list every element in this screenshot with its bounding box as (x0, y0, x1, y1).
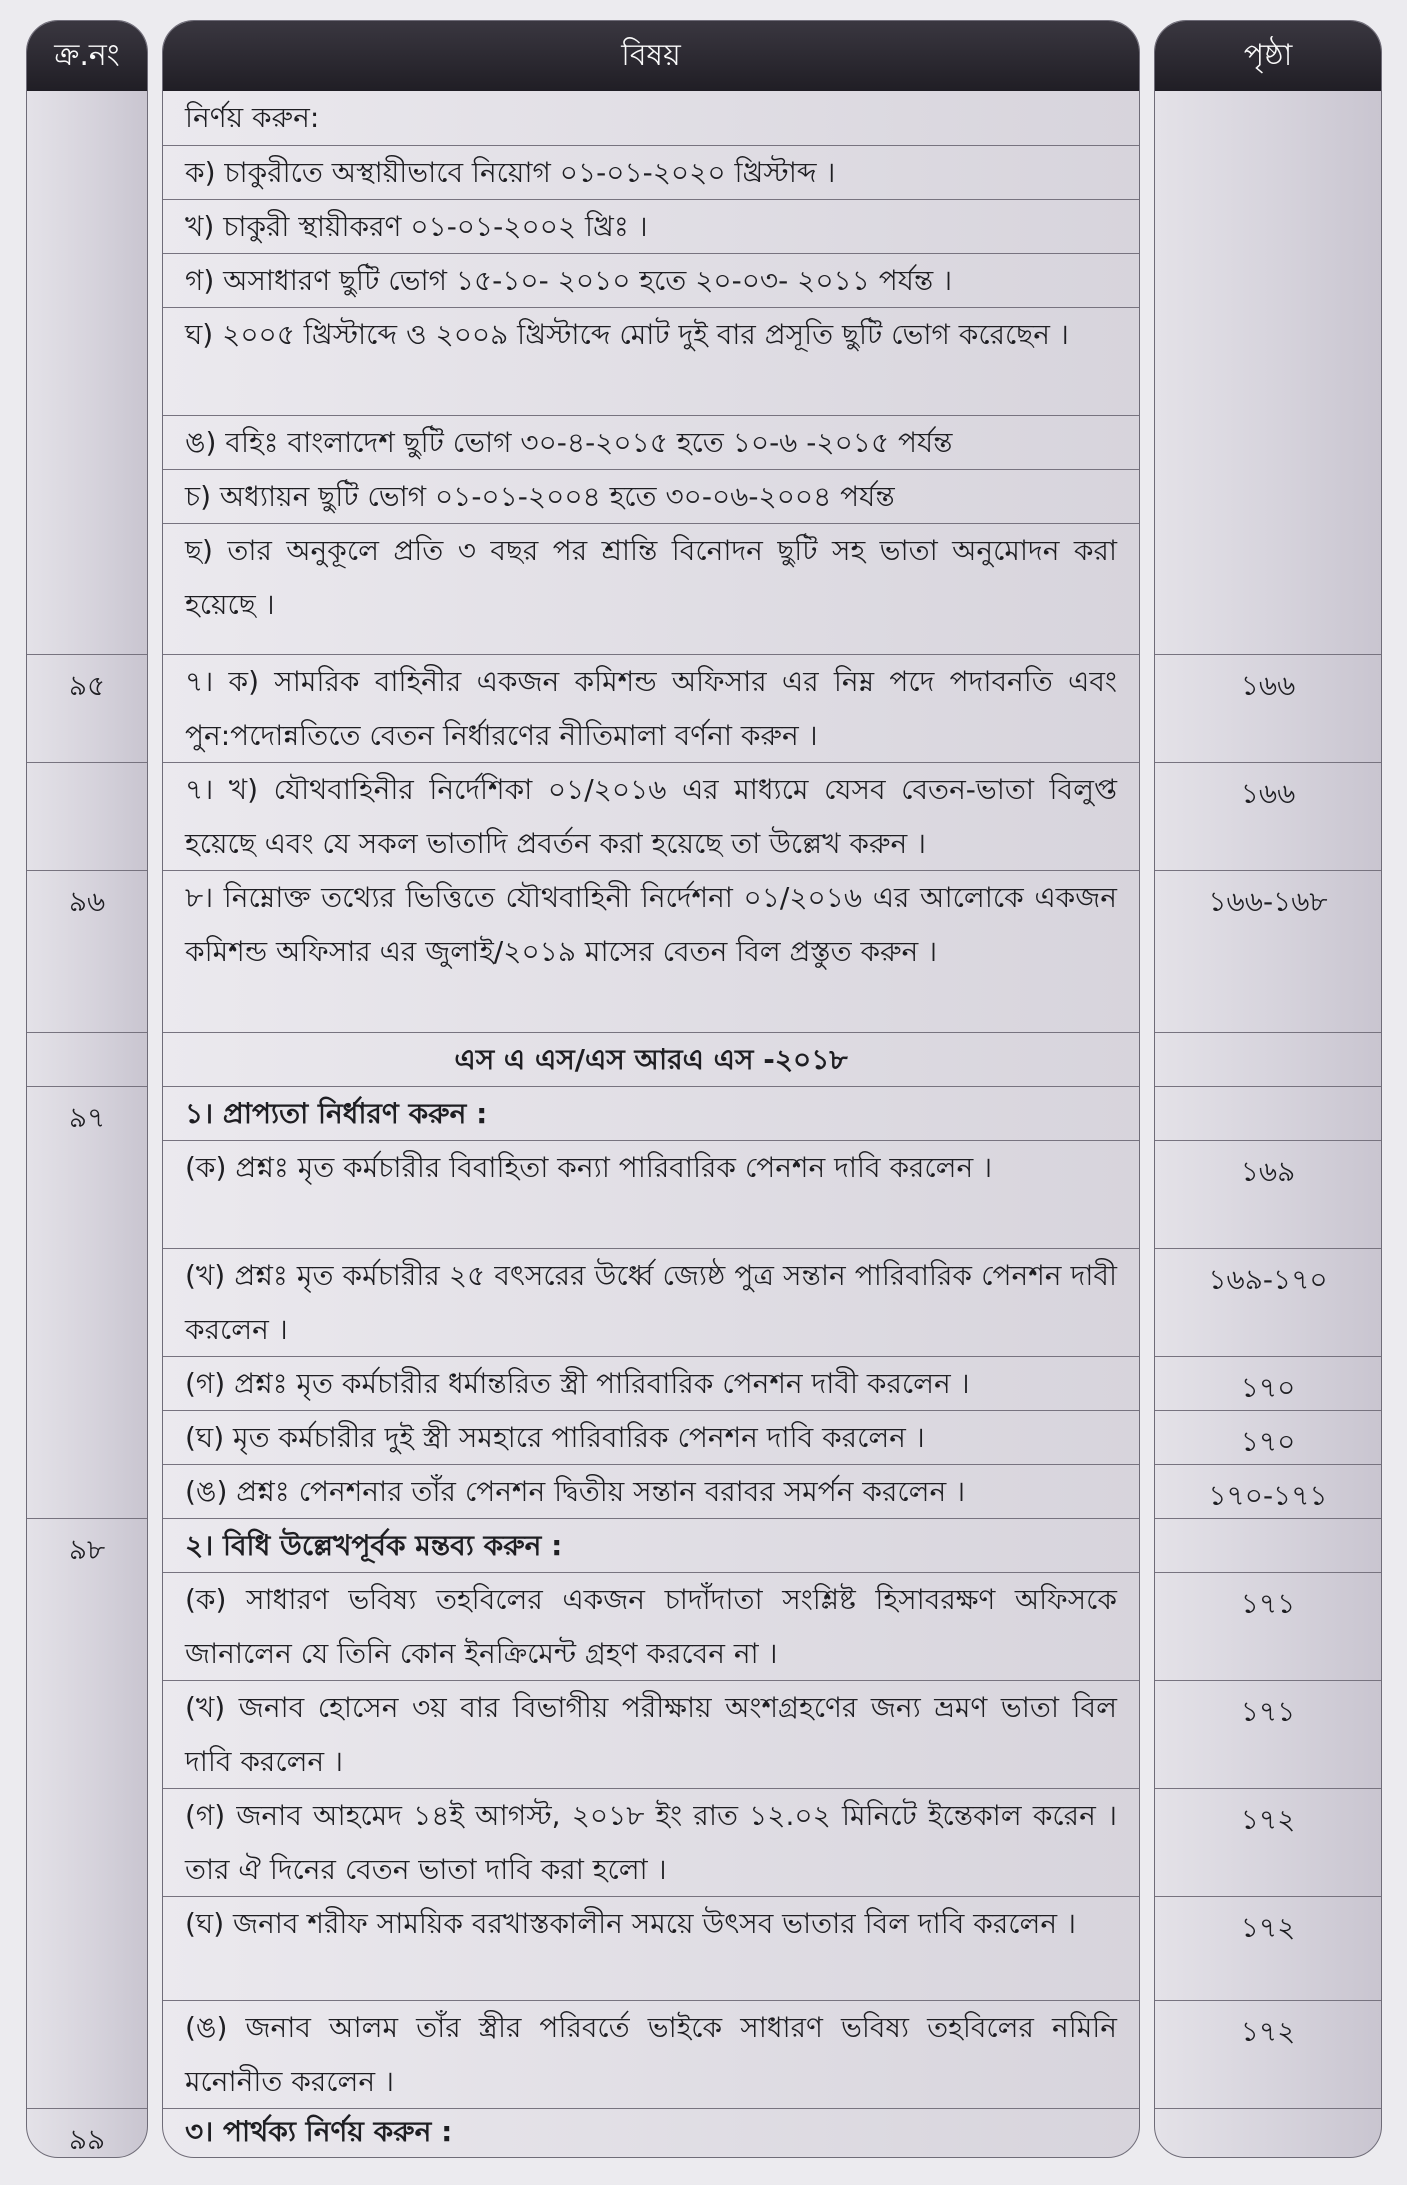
subject-row: ঘ) ২০০৫ খ্রিস্টাব্দে ও ২০০৯ খ্রিস্টাব্দে মোট দুই বার প্রসূতি ছুটি ভোগ করেছেন । (163, 307, 1139, 415)
subject-row: ক) চাকুরীতে অস্থায়ীভাবে নিয়োগ ০১-০১-২০২০ খ্রিস্টাব্দ । (163, 145, 1139, 199)
page-cell (1155, 1518, 1381, 1572)
section-heading: এস এ এস/এস আরএ এস -২০১৮ (454, 1043, 848, 1076)
serial-cell (27, 2108, 147, 2157)
serial-cell (27, 654, 147, 762)
serial-body (27, 91, 147, 2157)
page-number: ১৭১ (1240, 1695, 1296, 1728)
page-cell (1155, 91, 1381, 654)
subject-row: (গ) প্রশ্নঃ মৃত কর্মচারীর ধর্মান্তরিত স্ত্রী পারিবারিক পেনশন দাবী করলেন । (163, 1356, 1139, 1410)
subject-row: (ঘ) মৃত কর্মচারীর দুই স্ত্রী সমহারে পারিবারিক পেনশন দাবি করলেন । (163, 1410, 1139, 1464)
page-cell (1155, 1788, 1381, 1896)
serial-cell (27, 762, 147, 870)
serial-column (26, 20, 148, 2158)
page-number: ১৭০ (1240, 1425, 1296, 1458)
serial-cell (27, 91, 147, 654)
subject-header: বিষয় (163, 21, 1139, 91)
page-number: ১৬৯-১৭০ (1208, 1263, 1328, 1296)
subject-body (163, 91, 1139, 2157)
page-cell (1155, 654, 1381, 762)
subject-row: খ) চাকুরী স্থায়ীকরণ ০১-০১-২০০২ খ্রিঃ । (163, 199, 1139, 253)
page-cell (1155, 1464, 1381, 1518)
serial-cell (27, 870, 147, 1032)
subject-row: ৩। পার্থক্য নির্ণয় করুন : (163, 2108, 1139, 2157)
subject-row: চ) অধ্যায়ন ছুটি ভোগ ০১-০১-২০০৪ হতে ৩০-০৬-২০০৪ পর্যন্ত (163, 469, 1139, 523)
page-number: ১৬৬ (1240, 777, 1296, 810)
page-header: পৃষ্ঠা (1155, 21, 1381, 91)
subject-row: (ক) সাধারণ ভবিষ্য তহবিলের একজন চাদাঁদাতা সংশ্লিষ্ট হিসাবরক্ষণ অফিসকে জানালেন যে তিনি কোন ইনক্রিমেন্ট গ্রহণ করবেন না । (163, 1572, 1139, 1680)
subject-row: ২। বিধি উল্লেখপূর্বক মন্তব্য করুন : (163, 1518, 1139, 1572)
page-cell (1155, 1356, 1381, 1410)
subject-row: ঙ) বহিঃ বাংলাদেশ ছুটি ভোগ ৩০-৪-২০১৫ হতে ১০-৬ -২০১৫ পর্যন্ত (163, 415, 1139, 469)
page-number: ১৬৬ (1240, 669, 1296, 702)
subject-row: (ঙ) জনাব আলম তাঁর স্ত্রীর পরিবর্তে ভাইকে সাধারণ ভবিষ্য তহবিলের নমিনি মনোনীত করলেন । (163, 2000, 1139, 2108)
subject-row: গ) অসাধারণ ছুটি ভোগ ১৫-১০- ২০১০ হতে ২০-০৩- ২০১১ পর্যন্ত । (163, 253, 1139, 307)
page-number: ১৭২ (1240, 1911, 1296, 1944)
serial-number: ৯৯ (68, 2123, 106, 2156)
subject-column (162, 20, 1140, 2158)
subject-row: ৭। খ) যৌথবাহিনীর নির্দেশিকা ০১/২০১৬ এর মাধ্যমে যেসব বেতন-ভাতা বিলুপ্ত হয়েছে এবং যে সকল ভাতাদি প্রবর্তন করা হয়েছে তা উল্লেখ করুন । (163, 762, 1139, 870)
subject-row: (গ) জনাব আহমেদ ১৪ই আগস্ট, ২০১৮ ইং রাত ১২.০২ মিনিটে ইন্তেকাল করেন । তার ঐ দিনের বেতন ভাতা দাবি করা হলো । (163, 1788, 1139, 1896)
serial-number: ৯৭ (68, 1101, 106, 1134)
page-number: ১৭০ (1240, 1371, 1296, 1404)
serial-cell (27, 1032, 147, 1086)
subject-row: ৮। নিম্নোক্ত তথ্যের ভিত্তিতে যৌথবাহিনী নির্দেশনা ০১/২০১৬ এর আলোকে একজন কমিশন্ড অফিসার এর জুলাই/২০১৯ মাসের বেতন বিল প্রস্তুত করুন । (163, 870, 1139, 1032)
serial-number: ৯৮ (68, 1533, 106, 1566)
subject-row: ৭। ক) সামরিক বাহিনীর একজন কমিশন্ড অফিসার এর নিম্ন পদে পদাবনতি এবং পুন:পদোন্নতিতে বেতন নির্ধারণের নীতিমালা বর্ণনা করুন । (163, 654, 1139, 762)
page-number: ১৭০-১৭১ (1208, 1479, 1328, 1512)
serial-number: ৯৬ (68, 885, 106, 918)
subject-row: (খ) জনাব হোসেন ৩য় বার বিভাগীয় পরীক্ষায় অংশগ্রহণের জন্য ভ্রমণ ভাতা বিল দাবি করলেন । (163, 1680, 1139, 1788)
serial-header: ক্র.নং (27, 21, 147, 91)
page-cell (1155, 2000, 1381, 2108)
page-cell (1155, 1896, 1381, 2000)
serial-cell (27, 1518, 147, 2108)
subject-row: নির্ণয় করুন: (185, 101, 320, 134)
page-cell (1155, 1680, 1381, 1788)
subject-row: ছ) তার অনুকূলে প্রতি ৩ বছর পর শ্রান্তি বিনোদন ছুটি সহ ভাতা অনুমোদন করা হয়েছে । (163, 523, 1139, 654)
page-cell (1155, 1140, 1381, 1248)
subject-row: (ক) প্রশ্নঃ মৃত কর্মচারীর বিবাহিতা কন্যা পারিবারিক পেনশন দাবি করলেন । (163, 1140, 1139, 1248)
page-cell (1155, 870, 1381, 1032)
page-column (1154, 20, 1382, 2158)
page-cell (1155, 762, 1381, 870)
page-number: ১৭১ (1240, 1587, 1296, 1620)
page-number: ১৬৬-১৬৮ (1208, 885, 1328, 918)
subject-row: (খ) প্রশ্নঃ মৃত কর্মচারীর ২৫ বৎসরের উর্ধ্বে জ্যেষ্ঠ পুত্র সন্তান পারিবারিক পেনশন দাবী করলেন । (163, 1248, 1139, 1356)
subject-row: (ঙ) প্রশ্নঃ পেনশনার তাঁর পেনশন দ্বিতীয় সন্তান বরাবর সমর্পন করলেন । (163, 1464, 1139, 1518)
page-number: ১৬৯ (1240, 1155, 1296, 1188)
page-cell (1155, 1032, 1381, 1086)
page-number: ১৭২ (1240, 2015, 1296, 2048)
page-cell (1155, 1248, 1381, 1356)
serial-cell (27, 1086, 147, 1518)
page-number: ১৭২ (1240, 1803, 1296, 1836)
page-cell (1155, 1086, 1381, 1140)
page-body (1155, 91, 1381, 2157)
page-cell (1155, 1410, 1381, 1464)
subject-row: ১। প্রাপ্যতা নির্ধারণ করুন : (163, 1086, 1139, 1140)
page-cell (1155, 2108, 1381, 2157)
section-heading-row (163, 1032, 1139, 1086)
serial-number: ৯৫ (68, 669, 106, 702)
subject-row: (ঘ) জনাব শরীফ সাময়িক বরখাস্তকালীন সময়ে উৎসব ভাতার বিল দাবি করলেন । (163, 1896, 1139, 2000)
page-cell (1155, 1572, 1381, 1680)
